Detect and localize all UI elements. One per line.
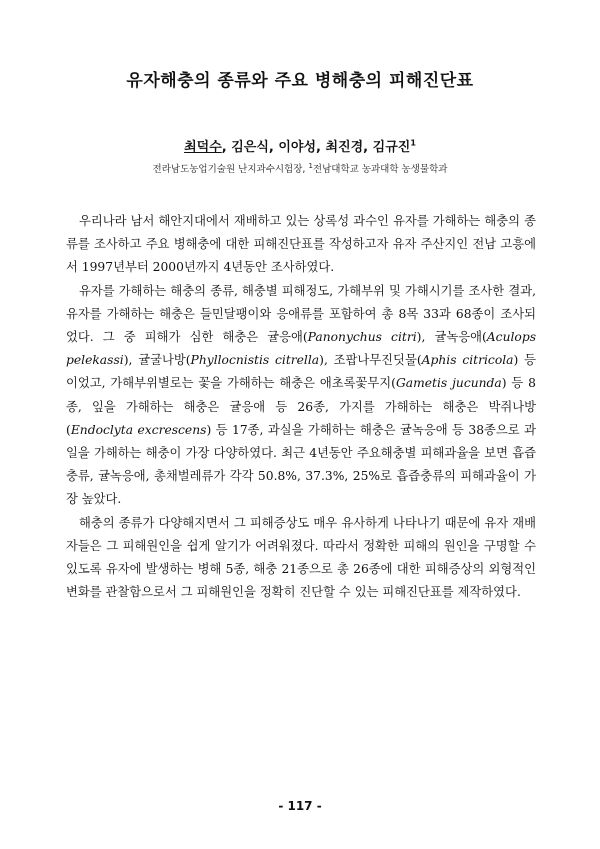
co-authors: , 김은식, 이야성, 최진경, 김규진 (221, 140, 411, 155)
affiliation-mark: 1 (308, 161, 313, 170)
affiliation-main: 전라남도농업기술원 난지과수시험장, (152, 164, 309, 175)
species-name: Aculops pelekassi (66, 330, 537, 368)
paragraph-1: 우리나라 남서 해안지대에서 재배하고 있는 상록성 과수인 유자를 가해하는 해충의 종류를 조사하고 주요 병해충에 대한 피해진단표를 작성하고자 유자 주산지인 전남 고흥에서 1997년부터 2000년까지 4년동안 조사하였다. (66, 214, 536, 275)
paragraph-2-text-3: ), 귤굴나방( (123, 353, 191, 368)
first-author: 최덕수 (184, 140, 222, 155)
species-name: Aphis citricola (421, 353, 514, 368)
species-name: Gametis jucunda (395, 376, 502, 391)
species-name: Phyllocnistis citrella (190, 353, 320, 368)
paragraph-2-text-2: ), 귤녹응애( (416, 330, 487, 345)
paragraph-2-text-1: 유자를 가해하는 해충의 종류, 해충별 피해정도, 가해부위 및 가해시기를 조사한 결과, 유자를 가해하는 해충은 들민달팽이와 응애류를 포함하여 총 8목 33과 68종이 조사되었다. 그 중 피해가 심한 해충은 귤응애( (66, 283, 536, 345)
paragraph-2-text-5: ) 등이었고, 가해부위별로는 꽃을 가해하는 해충은 애초록꽃무지( (66, 353, 536, 391)
paragraph-2-text-6: ) 등 8종, 잎을 가해하는 해충은 귤응애 등 26종, 가지를 가해하는 해충은 박쥐나방( (66, 376, 536, 437)
paragraph-3: 해충의 종류가 다양해지면서 그 피해증상도 매우 유사하게 나타나기 때문에 유자 재배자들은 그 피해원인을 쉽게 알기가 어려워졌다. 따라서 정확한 피해의 원인을 구명할 수 있도록 유자에 발생하는 병해 5종, 해충 21종으로 총 26종에 대한 피해증상의 외형적인 변화를 관찰함으로서 그 피해원인을 정확히 진단할 수 있는 피해진단표를 제작하였다. (66, 515, 536, 600)
affiliation-second: 전남대학교 농과대학 농생물학과 (312, 164, 448, 175)
paragraph-2-text-4: ), 조팝나무진딧물( (319, 353, 422, 368)
paper-title: 유자해충의 종류와 주요 병해충의 피해진단표 (126, 71, 474, 91)
species-name: Endoclyta excrescens (70, 422, 207, 437)
species-name: Panonychus citri (307, 330, 417, 345)
affiliation-line (0, 161, 600, 175)
page-number: - 117 - (278, 799, 322, 813)
abstract-body (66, 210, 536, 604)
author-line (0, 136, 600, 155)
paragraph-2 (66, 280, 536, 512)
paragraph-2-text-7: ) 등 17종, 과실을 가해하는 해충은 귤녹응애 등 38종으로 과일을 가해하는 해충이 가장 다양하였다. 최근 4년동안 주요해충별 피해과율을 보면 흡즙충류, 귤녹응애, 총채벌레류가 각각 50.8%, 37.3%, 25%로 흡즙충류의 피해과율이 가장 높았다. (66, 422, 536, 507)
author-affiliation-mark: 1 (410, 138, 416, 148)
